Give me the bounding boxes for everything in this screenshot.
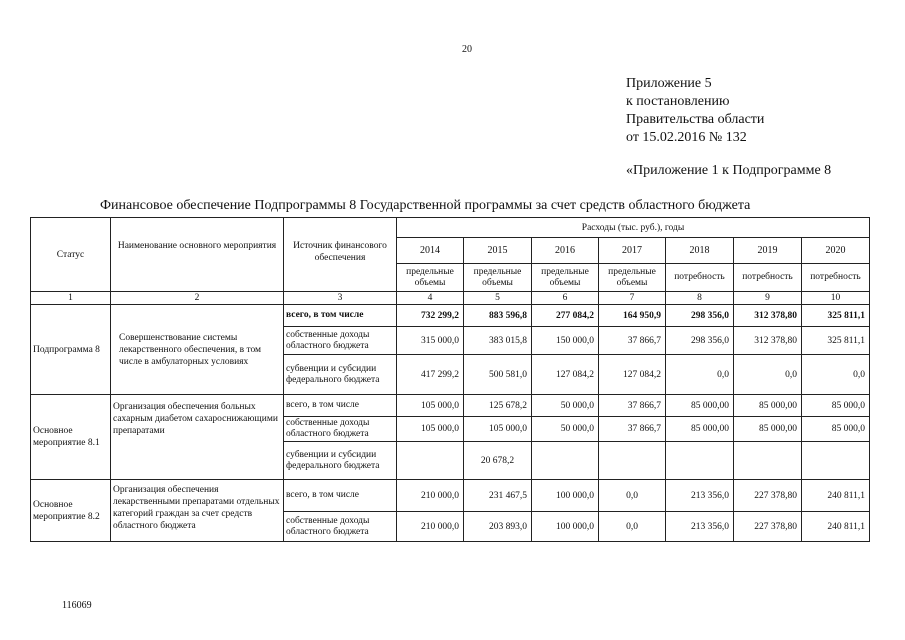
header-status: Статус bbox=[31, 218, 111, 292]
appendix-line: к постановлению bbox=[626, 94, 730, 109]
value-cell: 227 378,80 bbox=[734, 480, 802, 512]
value-cell bbox=[397, 442, 464, 480]
value-cell: 0,0 bbox=[734, 355, 802, 395]
value-cell: 125 678,2 bbox=[464, 395, 532, 417]
value-cell: 240 811,1 bbox=[802, 512, 870, 542]
value-cell: 227 378,80 bbox=[734, 512, 802, 542]
value-cell: 37 866,7 bbox=[599, 327, 666, 355]
header-type: потребность bbox=[802, 264, 870, 292]
document-title: Финансовое обеспечение Подпрограммы 8 Государственной программы за счет средств областного бюджета bbox=[100, 198, 751, 213]
appendix-line: Приложение 5 bbox=[626, 76, 712, 91]
value-cell: 50 000,0 bbox=[532, 395, 599, 417]
header-year: 2019 bbox=[734, 238, 802, 264]
value-cell: 732 299,2 bbox=[397, 305, 464, 327]
status-cell: Основное мероприятие 8.2 bbox=[31, 480, 111, 542]
value-cell: 210 000,0 bbox=[397, 480, 464, 512]
measure-name: Организация обеспечения больных сахарным диабетом сахароснижающими препаратами bbox=[111, 395, 284, 480]
document-id: 116069 bbox=[62, 600, 92, 611]
value-cell: 85 000,0 bbox=[802, 395, 870, 417]
header-year: 2014 bbox=[397, 238, 464, 264]
column-number: 1 bbox=[31, 292, 111, 305]
column-number: 7 bbox=[599, 292, 666, 305]
source-cell: всего, в том числе bbox=[284, 480, 397, 512]
value-cell bbox=[532, 442, 599, 480]
appendix-line: от 15.02.2016 № 132 bbox=[626, 130, 747, 145]
value-cell: 85 000,00 bbox=[734, 417, 802, 442]
appendix-subtitle: «Приложение 1 к Подпрограмме 8 bbox=[626, 163, 832, 178]
value-cell: 277 084,2 bbox=[532, 305, 599, 327]
appendix-block bbox=[626, 75, 764, 147]
value-cell: 315 000,0 bbox=[397, 327, 464, 355]
value-cell: 85 000,0 bbox=[802, 417, 870, 442]
column-number: 3 bbox=[284, 292, 397, 305]
column-number: 9 bbox=[734, 292, 802, 305]
value-cell: 325 811,1 bbox=[802, 305, 870, 327]
column-number: 8 bbox=[666, 292, 734, 305]
value-cell: 164 950,9 bbox=[599, 305, 666, 327]
value-cell: 0,0 bbox=[599, 512, 666, 542]
header-year: 2018 bbox=[666, 238, 734, 264]
value-cell: 298 356,0 bbox=[666, 305, 734, 327]
financing-table bbox=[30, 217, 870, 542]
value-cell: 105 000,0 bbox=[464, 417, 532, 442]
source-cell: субвенции и субсидии федерального бюджета bbox=[284, 355, 397, 395]
value-cell: 417 299,2 bbox=[397, 355, 464, 395]
value-cell: 383 015,8 bbox=[464, 327, 532, 355]
source-cell: субвенции и субсидии федерального бюджета bbox=[284, 442, 397, 480]
value-cell: 0,0 bbox=[599, 480, 666, 512]
value-cell: 231 467,5 bbox=[464, 480, 532, 512]
value-cell: 298 356,0 bbox=[666, 327, 734, 355]
column-number: 6 bbox=[532, 292, 599, 305]
value-cell: 883 596,8 bbox=[464, 305, 532, 327]
value-cell: 85 000,00 bbox=[734, 395, 802, 417]
value-cell: 0,0 bbox=[802, 355, 870, 395]
header-name: Наименование основного мероприятия bbox=[111, 218, 284, 292]
value-cell: 213 356,0 bbox=[666, 480, 734, 512]
header-type: предельные объемы bbox=[464, 264, 532, 292]
value-cell: 213 356,0 bbox=[666, 512, 734, 542]
value-cell bbox=[734, 442, 802, 480]
value-cell: 85 000,00 bbox=[666, 417, 734, 442]
header-year: 2015 bbox=[464, 238, 532, 264]
value-cell: 210 000,0 bbox=[397, 512, 464, 542]
value-cell: 37 866,7 bbox=[599, 395, 666, 417]
value-cell: 20 678,2 bbox=[464, 442, 532, 480]
value-cell bbox=[599, 442, 666, 480]
header-type: предельные объемы bbox=[532, 264, 599, 292]
value-cell: 127 084,2 bbox=[599, 355, 666, 395]
value-cell bbox=[802, 442, 870, 480]
value-cell: 100 000,0 bbox=[532, 512, 599, 542]
value-cell: 37 866,7 bbox=[599, 417, 666, 442]
source-cell: всего, в том числе bbox=[284, 305, 397, 327]
value-cell: 85 000,00 bbox=[666, 395, 734, 417]
value-cell: 312 378,80 bbox=[734, 327, 802, 355]
value-cell: 50 000,0 bbox=[532, 417, 599, 442]
source-cell: собственные доходы областного бюджета bbox=[284, 512, 397, 542]
value-cell: 240 811,1 bbox=[802, 480, 870, 512]
value-cell bbox=[666, 442, 734, 480]
measure-name: Совершенствование системы лекарственного обеспечения, в том числе в амбулаторных условиях bbox=[111, 305, 284, 395]
value-cell: 105 000,0 bbox=[397, 417, 464, 442]
column-number: 5 bbox=[464, 292, 532, 305]
header-expenses: Расходы (тыс. руб.), годы bbox=[397, 218, 870, 238]
value-cell: 312 378,80 bbox=[734, 305, 802, 327]
value-cell: 325 811,1 bbox=[802, 327, 870, 355]
value-cell: 105 000,0 bbox=[397, 395, 464, 417]
header-source: Источник финансового обеспечения bbox=[284, 218, 397, 292]
header-type: потребность bbox=[734, 264, 802, 292]
value-cell: 500 581,0 bbox=[464, 355, 532, 395]
header-type: предельные объемы bbox=[397, 264, 464, 292]
header-type: предельные объемы bbox=[599, 264, 666, 292]
source-cell: собственные доходы областного бюджета bbox=[284, 327, 397, 355]
page-number: 20 bbox=[462, 44, 472, 55]
value-cell: 150 000,0 bbox=[532, 327, 599, 355]
value-cell: 0,0 bbox=[666, 355, 734, 395]
value-cell: 203 893,0 bbox=[464, 512, 532, 542]
column-number: 2 bbox=[111, 292, 284, 305]
source-cell: собственные доходы областного бюджета bbox=[284, 417, 397, 442]
status-cell: Основное мероприятие 8.1 bbox=[31, 395, 111, 480]
column-number: 10 bbox=[802, 292, 870, 305]
source-cell: всего, в том числе bbox=[284, 395, 397, 417]
header-year: 2017 bbox=[599, 238, 666, 264]
value-cell: 127 084,2 bbox=[532, 355, 599, 395]
appendix-line: Правительства области bbox=[626, 112, 765, 127]
value-cell: 100 000,0 bbox=[532, 480, 599, 512]
header-type: потребность bbox=[666, 264, 734, 292]
header-year: 2016 bbox=[532, 238, 599, 264]
status-cell: Подпрограмма 8 bbox=[31, 305, 111, 395]
measure-name: Организация обеспечения лекарственными препаратами отдельных категорий граждан за счет средств областного бюджета bbox=[111, 480, 284, 542]
header-year: 2020 bbox=[802, 238, 870, 264]
column-number: 4 bbox=[397, 292, 464, 305]
